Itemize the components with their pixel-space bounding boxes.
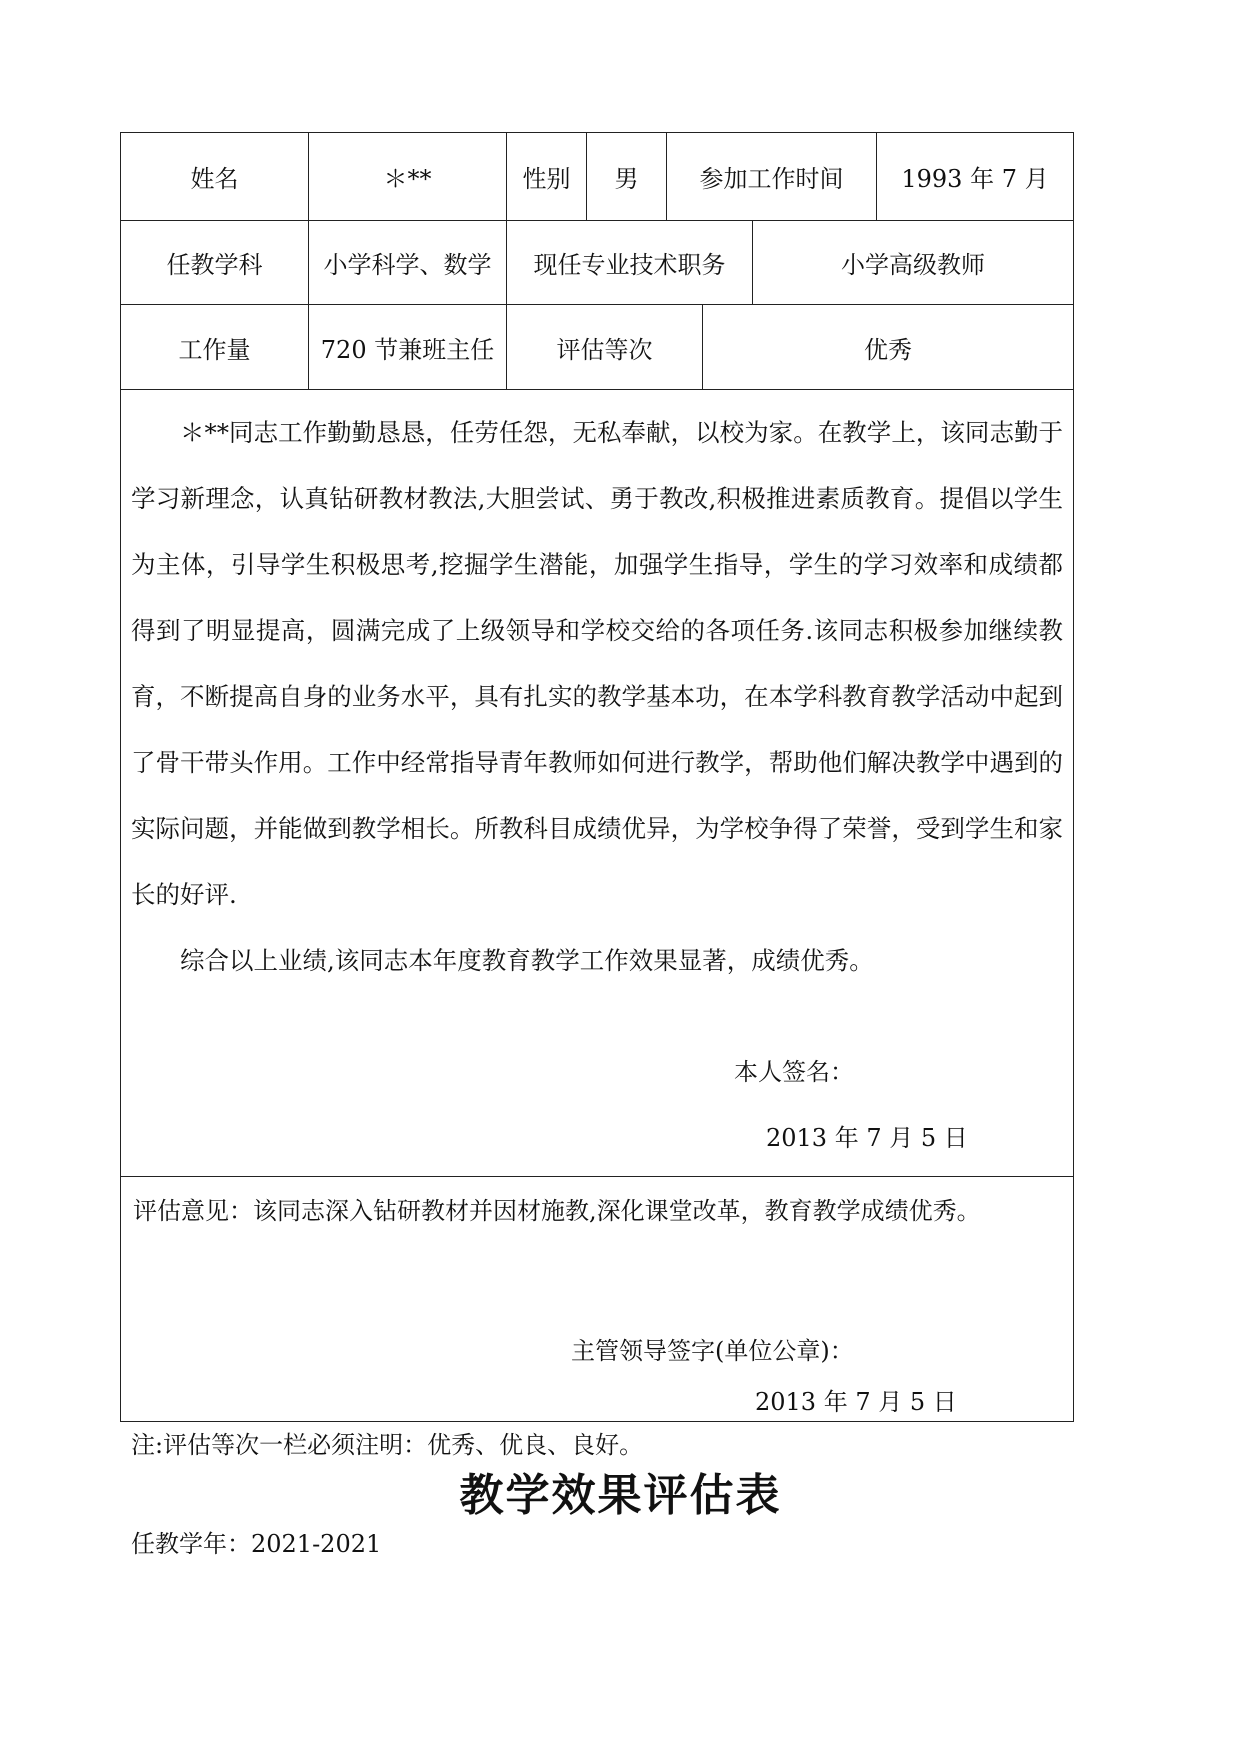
table-row-subject	[121, 221, 1073, 305]
table-row-workload	[121, 305, 1073, 390]
grade-value: 优秀	[864, 335, 912, 364]
start-work-label: 参加工作时间	[667, 133, 877, 220]
gender-value: 男	[587, 133, 667, 220]
professional-title-value: 小学高级教师	[841, 251, 985, 279]
summary-paragraph-1: ＊**同志工作勤勤恳恳，任劳任怨，无私奉献，以校为家。在教学上，该同志勤于学习新理念，认真钻研教材教法,大胆尝试、勇于教改,积极推进素质教育。提倡以学生为主体，引导学生积极思考,挖掘学生潜能，加强学生指导，学生的学习效率和成绩都得到了明显提高，圆满完成了上级领导和学校交给的各项任务.该同志积极参加继续教育，不断提高自身的业务水平，具有扎实的教学基本功，在本学科教育教学活动中起到了骨干带头作用。工作中经常指导青年教师如何进行教学，帮助他们解决教学中遇到的实际问题，并能做到教学相长。所教科目成绩优异，为学校争得了荣誉，受到学生和家长的好评.	[131, 418, 1063, 909]
self-signature-label: 本人签名：	[734, 1058, 854, 1086]
gender-label: 性别	[507, 133, 587, 220]
table-row-basic-info	[121, 133, 1073, 221]
leader-signature-label: 主管领导签字(单位公章)：	[571, 1337, 854, 1365]
name-label: 姓名	[121, 133, 309, 220]
grade-label: 评估等次	[507, 305, 703, 389]
evaluation-table	[120, 132, 1074, 1422]
footnote: 注:评估等次一栏必须注明：优秀、优良、良好。	[131, 1431, 644, 1459]
subject-value: 小学科学、数学	[309, 221, 507, 304]
leader-signature-date: 2013 年 7 月 5 日	[755, 1388, 957, 1416]
work-summary-section	[121, 390, 1073, 1177]
workload-label: 工作量	[121, 305, 309, 389]
school-year: 任教学年：2021-2021	[131, 1530, 382, 1558]
start-work-value: 1993 年 7 月	[901, 165, 1049, 193]
subject-label: 任教学科	[121, 221, 309, 304]
evaluation-opinion-section	[121, 1177, 1073, 1421]
professional-title-label: 现任专业技术职务	[507, 221, 753, 304]
summary-paragraph-2: 综合以上业绩,该同志本年度教育教学工作效果显著，成绩优秀。	[180, 946, 874, 975]
self-signature-date: 2013 年 7 月 5 日	[766, 1124, 968, 1152]
evaluation-opinion-text: 评估意见：该同志深入钻研教材并因材施教,深化课堂改革，教育教学成绩优秀。	[133, 1197, 981, 1225]
workload-value: 720 节兼班主任	[309, 305, 507, 389]
document-title: 教学效果评估表	[459, 1470, 782, 1521]
name-value: ＊**	[309, 133, 507, 220]
